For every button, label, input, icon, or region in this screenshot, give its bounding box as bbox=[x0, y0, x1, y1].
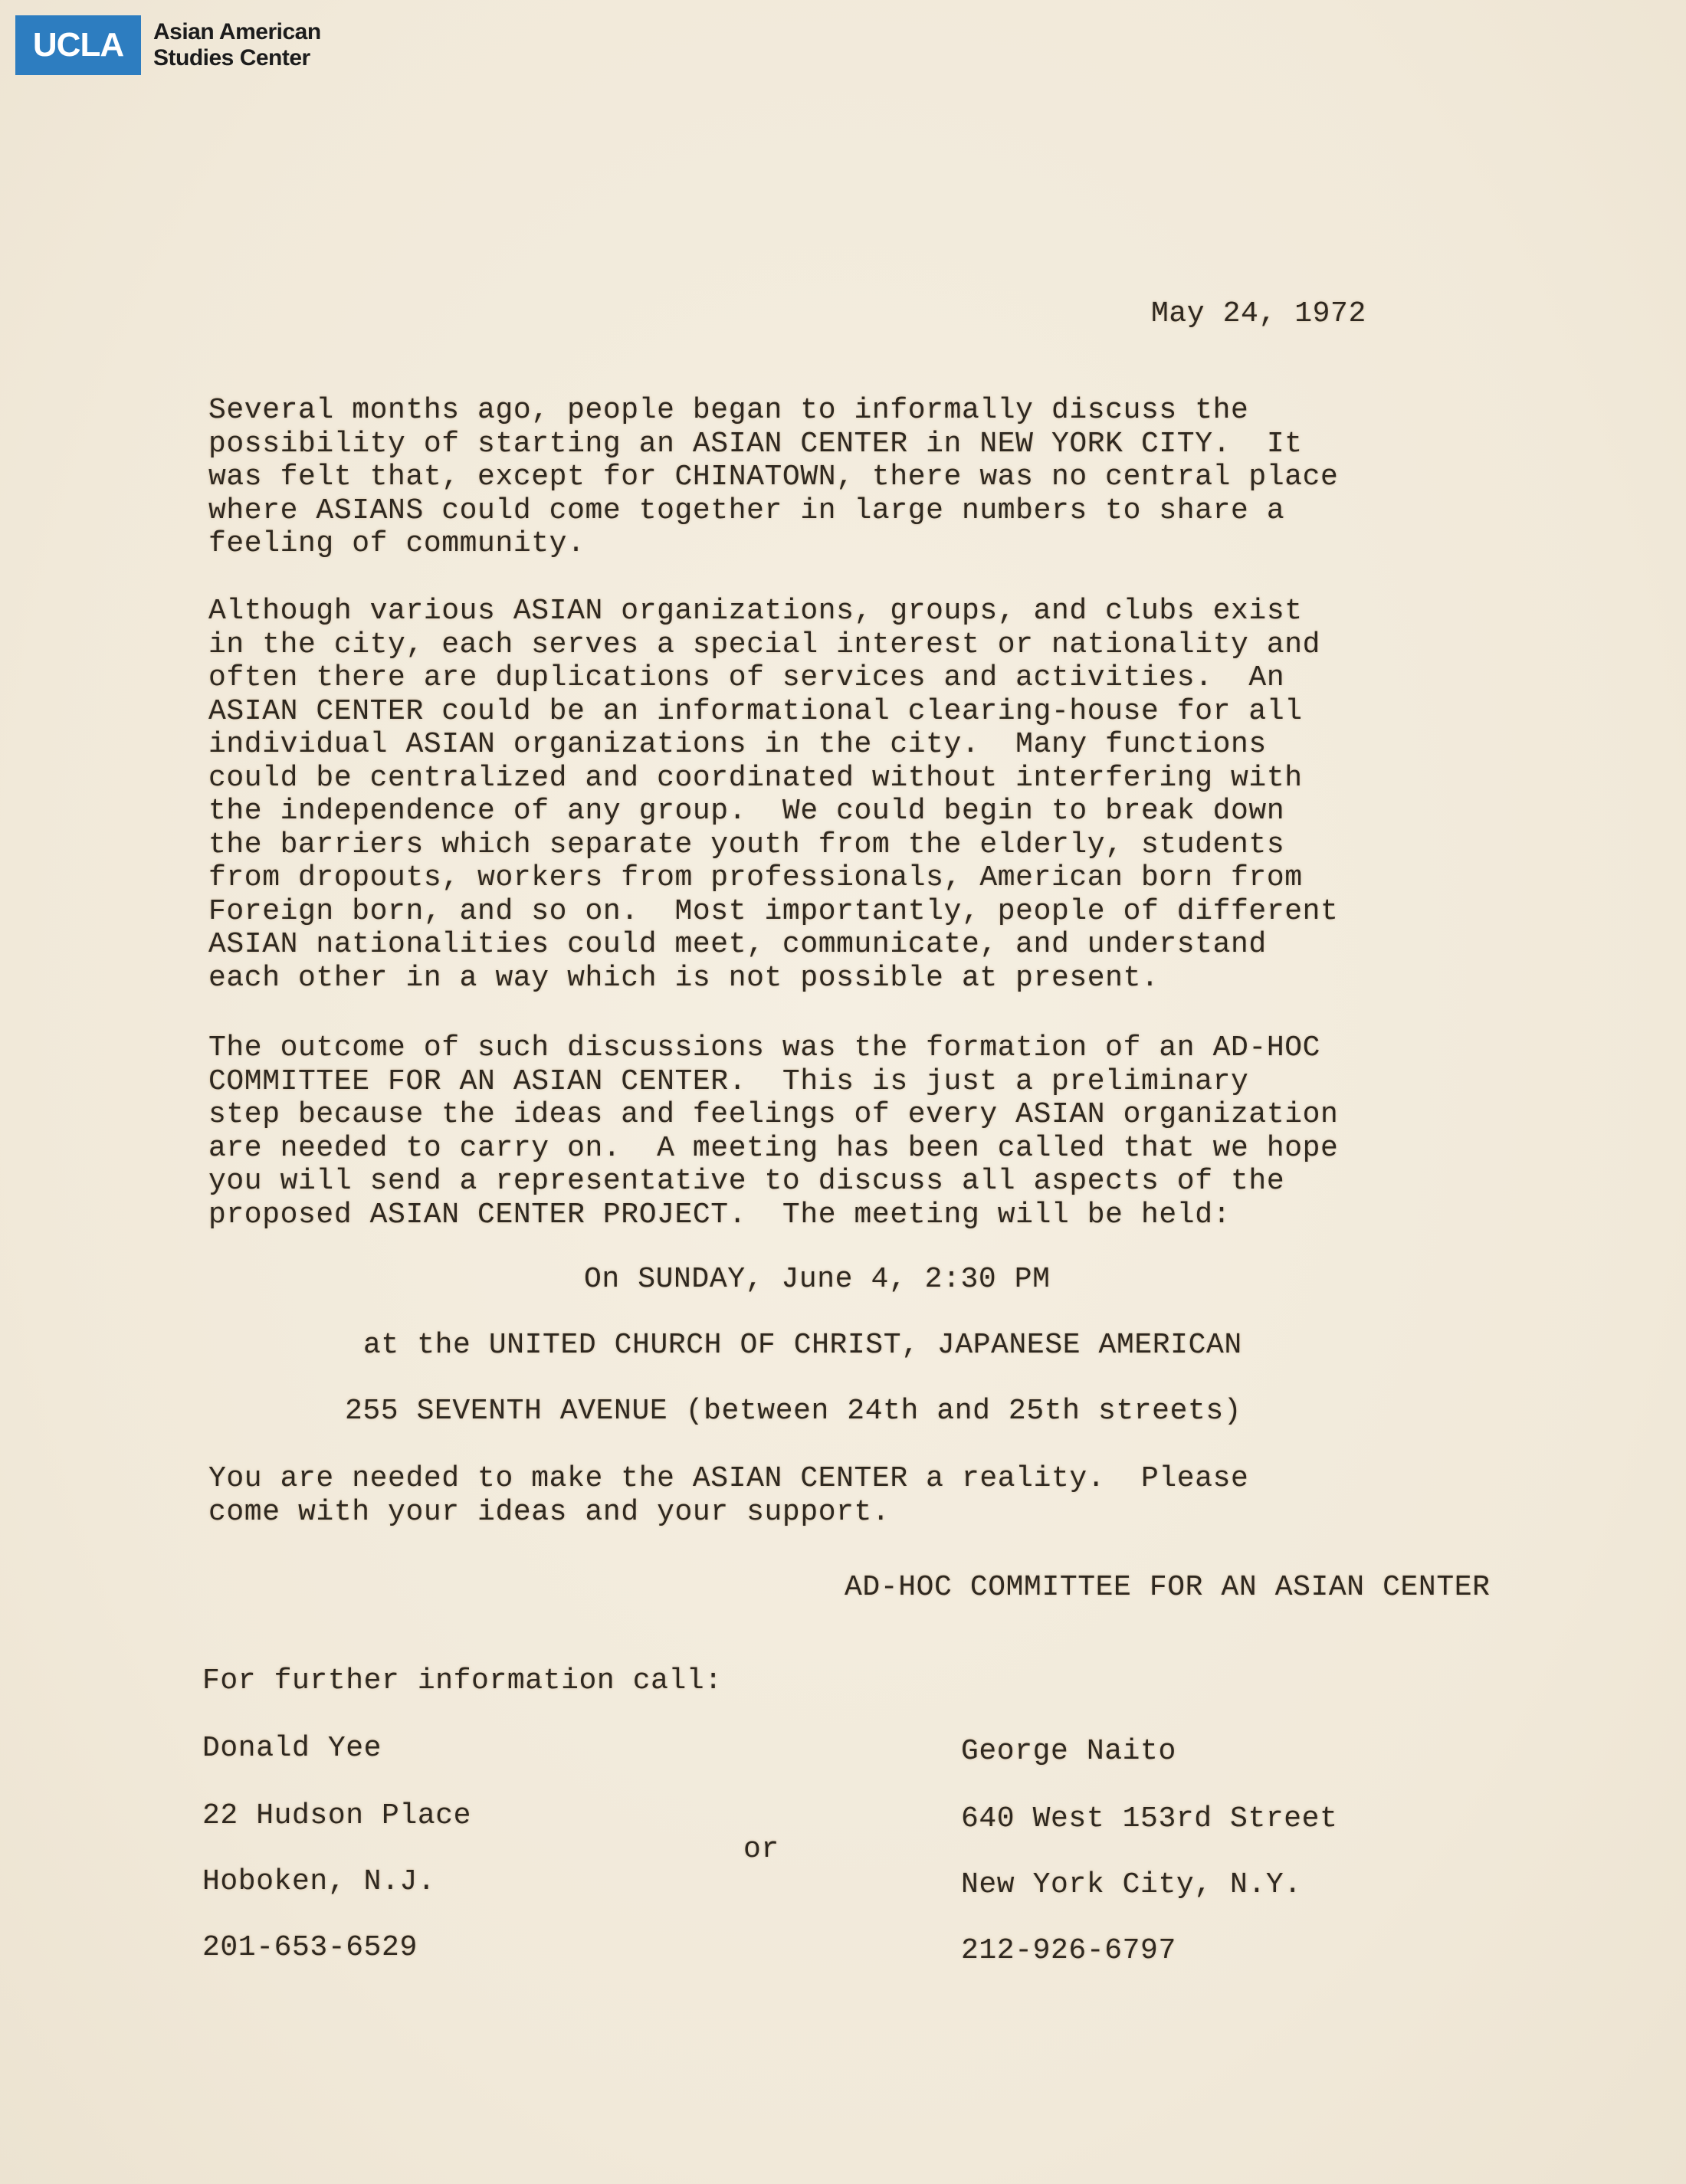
paragraph-line: ASIAN nationalities could meet, communicate, and understand bbox=[208, 928, 1267, 961]
meeting-when: On SUNDAY, June 4, 2:30 PM bbox=[584, 1263, 1051, 1296]
committee-signature: AD-HOC COMMITTEE FOR AN ASIAN CENTER bbox=[845, 1571, 1491, 1604]
paragraph-line: Although various ASIAN organizations, groups, and clubs exist bbox=[208, 595, 1303, 628]
ucla-aasc-logo bbox=[15, 15, 321, 75]
contact1-phone: 201-653-6529 bbox=[202, 1931, 418, 1964]
contact2-street: 640 West 153rd Street bbox=[961, 1802, 1338, 1835]
paragraph-line: often there are duplications of services and activities. An bbox=[208, 661, 1285, 694]
paragraph-line: You are needed to make the ASIAN CENTER a reality. Please bbox=[208, 1462, 1249, 1495]
paragraph-line: the barriers which separate youth from the elderly, students bbox=[208, 828, 1285, 861]
paragraph-line: where ASIANS could come together in large numbers to share a bbox=[208, 494, 1285, 527]
paragraph-line: in the city, each serves a special interest or nationality and bbox=[208, 628, 1321, 661]
paragraph-line: could be centralized and coordinated without interfering with bbox=[208, 761, 1303, 795]
contact2-name: George Naito bbox=[961, 1735, 1176, 1768]
paragraph-line: COMMITTEE FOR AN ASIAN CENTER. This is just a preliminary bbox=[208, 1064, 1249, 1098]
contact2-city: New York City, N.Y. bbox=[961, 1868, 1302, 1901]
info-heading: For further information call: bbox=[202, 1664, 723, 1697]
contact1-name: Donald Yee bbox=[202, 1732, 382, 1765]
paragraph-line: Foreign born, and so on. Most importantly, people of different bbox=[208, 894, 1339, 928]
ucla-logo-mark: UCLA bbox=[15, 15, 141, 75]
paragraph-line: are needed to carry on. A meeting has been called that we hope bbox=[208, 1131, 1339, 1165]
paragraph-4 bbox=[208, 1462, 1527, 1529]
contact-separator: or bbox=[743, 1833, 779, 1866]
paragraph-1 bbox=[208, 394, 1527, 561]
paragraph-2 bbox=[208, 595, 1527, 995]
paragraph-line: step because the ideas and feelings of every ASIAN organization bbox=[208, 1098, 1339, 1131]
paragraph-line: was felt that, except for CHINATOWN, there was no central place bbox=[208, 461, 1339, 494]
paragraph-line: Several months ago, people began to informally discuss the bbox=[208, 394, 1249, 427]
logo-caption bbox=[153, 19, 321, 71]
paragraph-line: The outcome of such discussions was the formation of an AD-HOC bbox=[208, 1031, 1321, 1064]
contact1-city: Hoboken, N.J. bbox=[202, 1865, 436, 1898]
paragraph-line: each other in a way which is not possible at present. bbox=[208, 961, 1160, 995]
contact2-phone: 212-926-6797 bbox=[961, 1934, 1176, 1967]
logo-line-1: Asian American bbox=[153, 19, 321, 44]
paragraph-line: you will send a representative to discuss all aspects of the bbox=[208, 1165, 1285, 1198]
paragraph-line: the independence of any group. We could begin to break down bbox=[208, 795, 1285, 828]
meeting-where: at the UNITED CHURCH OF CHRIST, JAPANESE AMERICAN bbox=[363, 1329, 1242, 1362]
paragraph-line: come with your ideas and your support. bbox=[208, 1495, 891, 1529]
paragraph-line: feeling of community. bbox=[208, 527, 586, 560]
paragraph-line: ASIAN CENTER could be an informational clearing-house for all bbox=[208, 694, 1303, 728]
paragraph-line: proposed ASIAN CENTER PROJECT. The meeting will be held: bbox=[208, 1198, 1232, 1231]
logo-line-2: Studies Center bbox=[153, 45, 310, 71]
paragraph-line: from dropouts, workers from professionals, American born from bbox=[208, 861, 1303, 894]
meeting-address: 255 SEVENTH AVENUE (between 24th and 25th streets) bbox=[345, 1395, 1242, 1428]
paragraph-line: individual ASIAN organizations in the city. Many functions bbox=[208, 728, 1267, 761]
letter-date: May 24, 1972 bbox=[1151, 297, 1366, 330]
paragraph-line: possibility of starting an ASIAN CENTER in NEW YORK CITY. It bbox=[208, 427, 1303, 461]
contact1-street: 22 Hudson Place bbox=[202, 1799, 472, 1832]
paragraph-3 bbox=[208, 1031, 1527, 1231]
